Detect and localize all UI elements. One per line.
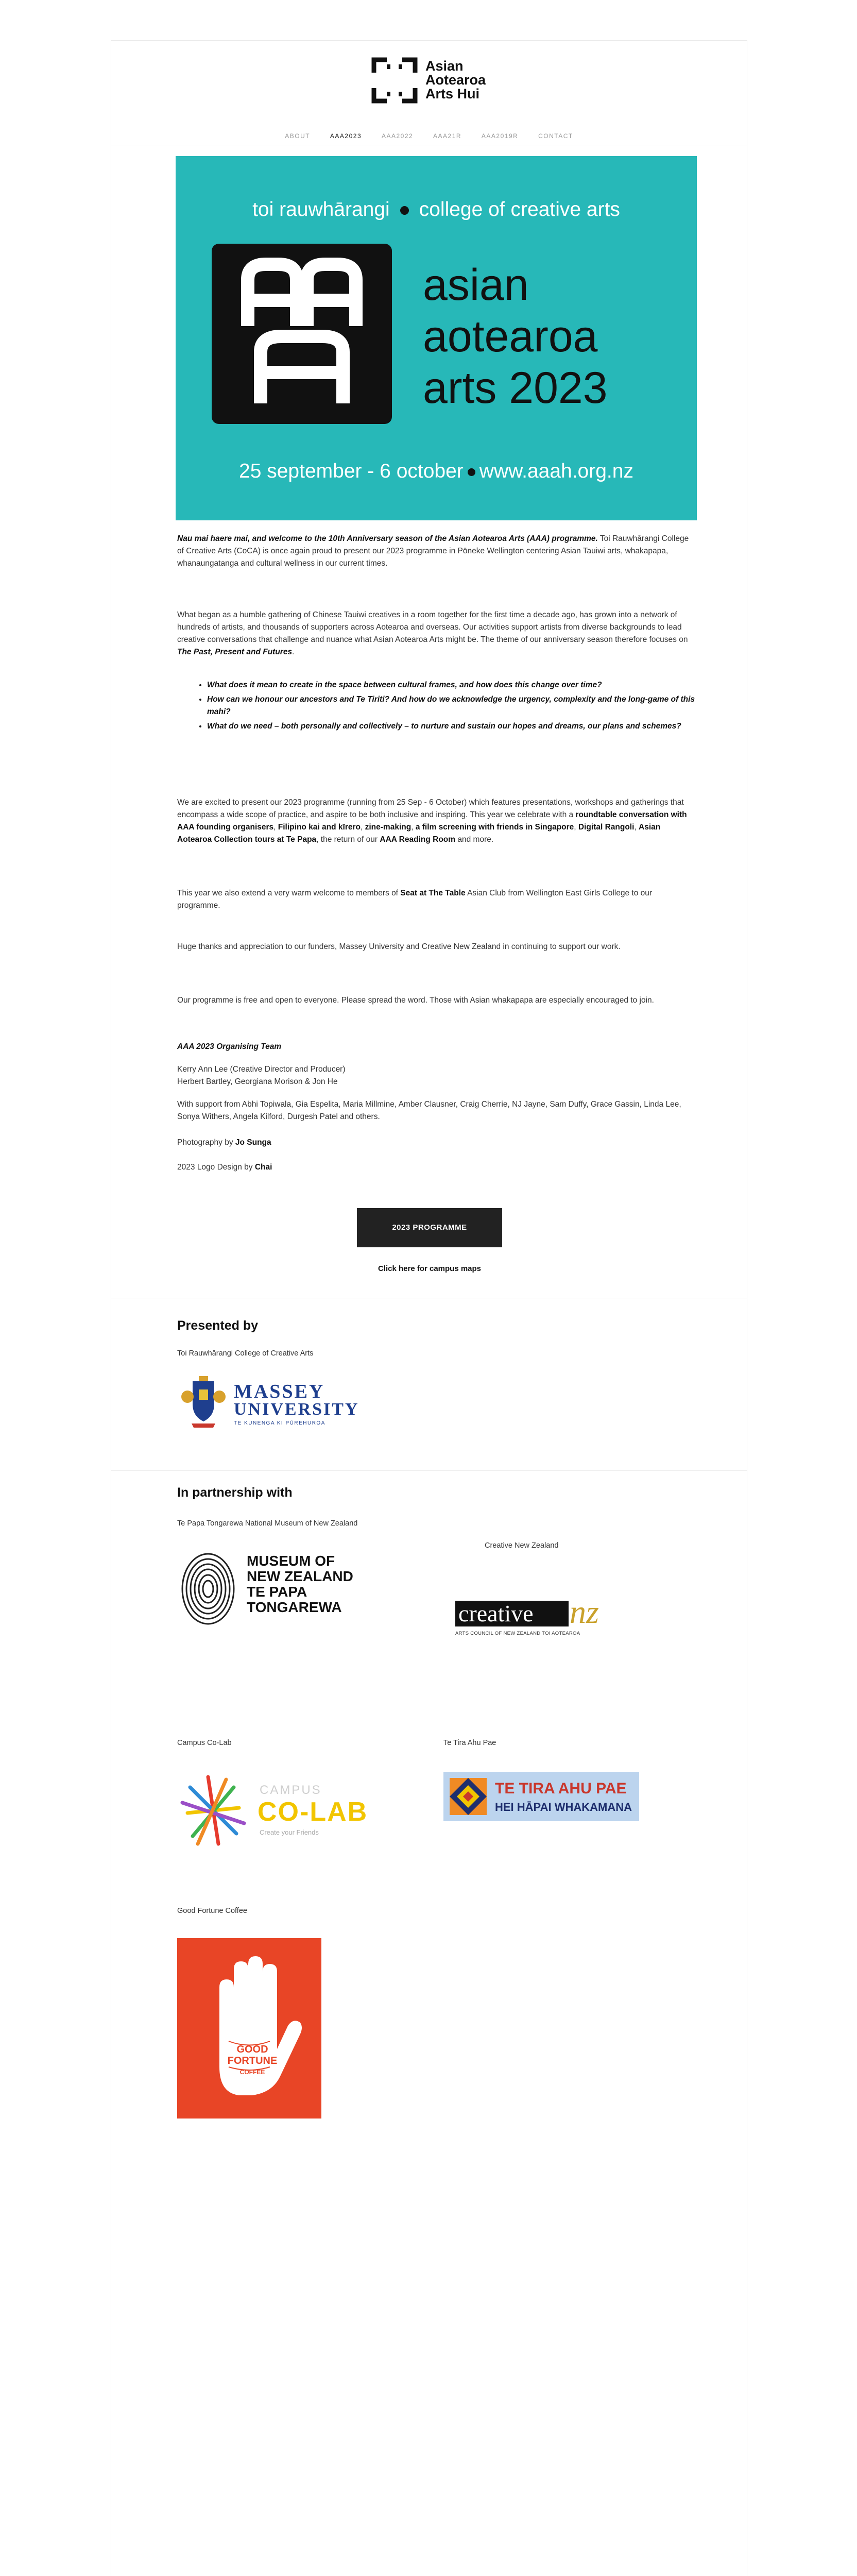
nav-item-contact[interactable]: CONTACT xyxy=(538,132,573,140)
colab-wordmark: CO-LAB xyxy=(258,1797,368,1827)
tepapa-logo[interactable] xyxy=(177,1550,373,1628)
partner-caption-goodfortune: Good Fortune Coffee xyxy=(177,1907,247,1915)
designer-name: Chai xyxy=(254,1163,272,1172)
hero-title-line-2: aotearoa xyxy=(423,312,598,361)
programme-text: We are excited to present our 2023 programme (running from 25 Sep - 6 October) which features presentations, workshops and gatherings that encompass a wide scope of practice, and aspire to be both inclusive and inspiring. This year we celebrate with a xyxy=(177,798,684,819)
tetira-tagline: HEI HĀPAI WHAKAMANA xyxy=(495,1801,632,1814)
logo-credit xyxy=(177,1161,692,1174)
hero-url: www.aaah.org.nz xyxy=(479,460,633,482)
list-item: • How can we honour our ancestors and Te Tiriti? And how do we acknowledge the urgency, complexity and the long-game of this mahi? xyxy=(207,693,701,718)
event-highlight: Asian Aotearoa Collection tours at Te Papa xyxy=(177,823,661,844)
nav-item-aaa2019r[interactable]: AAA2019R xyxy=(481,132,519,140)
hero-bullet-icon xyxy=(400,206,409,215)
hero-college-maori: toi rauwhārangi xyxy=(252,198,390,221)
intro-paragraph-3 xyxy=(177,796,692,846)
programme-button[interactable]: 2023 PROGRAMME xyxy=(357,1208,502,1247)
intro-paragraph-6: Our programme is free and open to everyone. Please spread the word. Those with Asian whakapapa are especially encouraged to join. xyxy=(177,996,654,1005)
tepapa-line-2: NEW ZEALAND xyxy=(247,1568,353,1584)
tepapa-wordmark xyxy=(247,1553,353,1615)
tepapa-line-4: TONGAREWA xyxy=(247,1599,342,1615)
aah-logo-mark-icon xyxy=(371,57,418,104)
team-heading: AAA 2023 Organising Team xyxy=(177,1042,282,1051)
event-highlight: AAA Reading Room xyxy=(380,835,456,844)
colab-tagline: Create your Friends xyxy=(260,1828,319,1836)
hero-bottom-line xyxy=(176,460,697,483)
logo-credit-label: 2023 Logo Design by xyxy=(177,1163,255,1172)
intro-paragraph-4 xyxy=(177,887,692,912)
gf-line-1: GOOD xyxy=(236,2044,268,2055)
tetira-wordmark: TE TIRA AHU PAE xyxy=(495,1780,627,1797)
tetira-pattern-icon xyxy=(448,1776,489,1817)
history-text: What began as a humble gathering of Chinese Tauiwi creatives in a room together for the first time a decade ago, has grown into a network of hundreds of artists, and thousands of supporters across Aotearoa and overseas. Our activities support artists from diverse backgrounds to lead creative conversations that challenge and nuance what Asian Aotearoa Arts might be. The theme of our anniversary season therefore focuses on xyxy=(177,611,688,644)
massey-logo[interactable] xyxy=(177,1374,373,1426)
nav-item-aaa2022[interactable]: AAA2022 xyxy=(381,132,414,140)
partnership-heading: In partnership with xyxy=(177,1485,293,1500)
campus-colab-logo[interactable] xyxy=(177,1772,383,1849)
good-fortune-wordmark xyxy=(227,2044,278,2078)
partner-caption-creativenz: Creative New Zealand xyxy=(485,1541,559,1550)
intro-paragraph-5: Huge thanks and appreciation to our funders, Massey University and Creative New Zealand in continuing to support our work. xyxy=(177,942,621,951)
hero-aaa-logo xyxy=(212,244,392,424)
massey-maori-name: TE KUNENGA KI PŪREHUROA xyxy=(234,1420,325,1426)
brand-line-3: Arts Hui xyxy=(425,86,480,101)
aaa-letters-icon xyxy=(212,244,392,424)
event-highlight: a film screening with friends in Singapore xyxy=(415,823,574,832)
tetira-logo[interactable] xyxy=(443,1772,639,1821)
massey-crest-icon xyxy=(177,1374,229,1431)
separator-text: , xyxy=(411,823,416,832)
brand-line-1: Asian xyxy=(425,58,464,74)
welcome-rest: Toi Rauwhārangi College of Creative Arts (CoCA) is once again proud to present our 2023 programme in Pōneke Wellington centering Asian Tauiwi arts, whakapapa, whanaungatanga and cultural wellness in our current times. xyxy=(177,534,689,568)
separator-text: , xyxy=(574,823,578,832)
hero-dates: 25 september - 6 october xyxy=(239,460,464,482)
creativenz-tagline: ARTS COUNCIL OF NEW ZEALAND TOI AOTEAROA xyxy=(455,1631,580,1636)
tepapa-line-1: MUSEUM OF xyxy=(247,1553,335,1569)
colab-lines-icon xyxy=(177,1772,249,1849)
event-highlight: Digital Rangoli xyxy=(578,823,635,832)
photographer-name: Jo Sunga xyxy=(235,1138,271,1147)
massey-wordmark: MASSEY xyxy=(234,1381,325,1402)
tepapa-line-3: TE PAPA xyxy=(247,1584,307,1600)
separator-text: , xyxy=(360,823,365,832)
partner-caption-colab: Campus Co-Lab xyxy=(177,1739,232,1747)
massey-subword: UNIVERSITY xyxy=(234,1400,359,1419)
photo-credit-label: Photography by xyxy=(177,1138,235,1147)
creativenz-nz-mark: nz xyxy=(570,1594,599,1630)
welcome-members-rest: Asian Club from Wellington East Girls College to our programme. xyxy=(177,889,653,910)
brand-wordmark xyxy=(425,59,486,101)
hero-title-line-3: arts 2023 xyxy=(423,363,608,413)
intro-paragraph-2 xyxy=(177,609,692,658)
welcome-members-text: This year we also extend a very warm welcome to members of xyxy=(177,889,401,897)
team-line-2: Herbert Bartley, Georgiana Morison & Jon He xyxy=(177,1077,338,1086)
hero-college-english: college of creative arts xyxy=(419,198,620,221)
separator-text: , xyxy=(634,823,639,832)
main-navigation xyxy=(111,132,747,140)
separator-text: and more. xyxy=(455,835,494,844)
campus-maps-link[interactable]: Click here for campus maps xyxy=(378,1264,482,1273)
creativenz-logo[interactable] xyxy=(455,1594,636,1647)
partner-caption-tetira: Te Tira Ahu Pae xyxy=(443,1739,496,1747)
team-line-1: Kerry Ann Lee (Creative Director and Producer) xyxy=(177,1065,346,1074)
hero-bullet-icon xyxy=(468,468,475,476)
partner-caption-tepapa: Te Papa Tongarewa National Museum of New Zealand xyxy=(177,1519,358,1528)
event-highlight: zine-making xyxy=(365,823,412,832)
hero-banner xyxy=(176,156,697,520)
seat-at-the-table: Seat at The Table xyxy=(400,889,466,897)
anniversary-theme: The Past, Present and Futures xyxy=(177,648,293,656)
presenter-caption: Toi Rauwhārangi College of Creative Arts xyxy=(177,1349,314,1358)
hero-title-line-1: asian xyxy=(423,260,529,310)
separator-text: , the return of our xyxy=(316,835,380,844)
list-item: • What does it mean to create in the space between cultural frames, and how does this change over time? xyxy=(207,679,701,691)
brand-line-2: Aotearoa xyxy=(425,72,486,88)
nav-item-about[interactable]: ABOUT xyxy=(285,132,311,140)
event-highlight: roundtable conversation with AAA founding organisers xyxy=(177,810,687,832)
good-fortune-logo[interactable] xyxy=(177,1938,321,2119)
photo-credit xyxy=(177,1137,692,1149)
colab-campus-word: CAMPUS xyxy=(260,1783,322,1797)
separator-text: , xyxy=(273,823,278,832)
site-logo[interactable] xyxy=(371,55,505,107)
list-item: • What do we need – both personally and collectively – to nurture and sustain our hopes and dreams, our plans and schemes? xyxy=(207,720,701,733)
welcome-lead: Nau mai haere mai, and welcome to the 10th Anniversary season of the Asian Aotearoa Arts (AAA) programme. xyxy=(177,534,598,543)
thumbprint-icon xyxy=(177,1550,239,1628)
presented-by-heading: Presented by xyxy=(177,1318,259,1333)
nav-item-aaa21r[interactable]: AAA21R xyxy=(433,132,462,140)
hero-title xyxy=(423,259,608,414)
page-container xyxy=(111,40,747,2576)
intro-paragraph-1 xyxy=(177,533,692,570)
hand-illustration-icon xyxy=(177,1938,321,2119)
event-highlight: Filipino kai and kīrero xyxy=(278,823,361,832)
support-credits: With support from Abhi Topiwala, Gia Espelita, Maria Millmine, Amber Clausner, Craig Cherrie, NJ Jayne, Sam Duffy, Grace Gassin, Linda Lee, Sonya Withers, Angela Kilford, Durgesh Patel and others. xyxy=(177,1100,681,1121)
section-divider xyxy=(111,1470,747,1471)
theme-questions-list xyxy=(198,679,701,735)
nav-item-aaa2023[interactable]: AAA2023 xyxy=(330,132,362,140)
gf-line-2: FORTUNE xyxy=(227,2055,278,2066)
creativenz-wordmark: creative xyxy=(455,1601,569,1626)
gf-line-3: COFFEE xyxy=(239,2069,265,2076)
history-end: . xyxy=(292,648,295,656)
hero-top-line xyxy=(176,198,697,221)
